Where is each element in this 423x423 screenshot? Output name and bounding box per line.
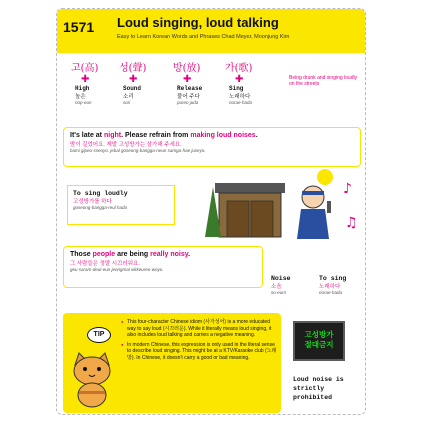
sentence-text: . [188, 251, 191, 258]
lesson-title: Loud singing, loud talking [117, 15, 279, 30]
example-sentence-1 [63, 127, 361, 167]
example-sentence-2 [63, 246, 263, 288]
singing-man-illustration [205, 167, 363, 247]
sentence-text: . Please refrain from [121, 132, 191, 139]
breakdown-romanization: nop-eun [75, 100, 92, 105]
sentence-highlight: people [92, 251, 116, 258]
sentence-text: Those [70, 251, 93, 258]
sign-line: 고성방가 [304, 330, 334, 339]
sentence-romanization: geu saram-deul-eun jeongmal sikkeureo-woyo. [70, 267, 164, 272]
sentence-text: . [255, 132, 258, 139]
tip-point: ● This four-character Chinese idiom (사자성어) is a more educated way to say loud (시끄러운). While it literally means loud singing, it also includes loud talking and carries a negative meaning. [121, 319, 277, 339]
sentence-romanization: bami gipeo-sseoyo. jebal goseong-bangga-neun samga-hae juseyo. [70, 148, 206, 153]
breakdown-item [225, 59, 279, 105]
down-arrow-icon: ✚ [81, 74, 90, 85]
sign-caption: Loud noise is strictly prohibited [293, 376, 344, 401]
lesson-number: 1571 [63, 19, 95, 35]
character-breakdown [71, 59, 291, 119]
breakdown-english: Sound [123, 85, 142, 92]
breakdown-english: Release [177, 85, 203, 92]
breakdown-item [71, 59, 125, 105]
man-body [297, 209, 329, 239]
man-head [302, 186, 324, 208]
breakdown-romanization: sori [123, 100, 131, 105]
sign-line: 절대금지 [304, 340, 334, 349]
music-note-icon: ♪ [343, 181, 352, 197]
breakdown-english: High [75, 85, 90, 92]
lesson-card [56, 8, 366, 415]
sentence-korean: 그 사람들은 정말 시끄러워요. [70, 261, 140, 267]
breakdown-hanja: 고(高) [71, 63, 99, 74]
sentence-highlight: really noisy [150, 251, 189, 258]
gate-door-right [251, 201, 273, 237]
header-banner [57, 9, 365, 53]
side-note: Being drunk and singing loudly on the streets [289, 75, 358, 87]
vocab-english: Noise [271, 275, 291, 282]
phrase-korean: 고성방가를 하다 [73, 199, 112, 205]
microphone-icon [327, 201, 331, 213]
tip-text [121, 319, 277, 364]
sentence-english [70, 251, 256, 258]
breakdown-korean: 소리 [123, 94, 134, 100]
lesson-subtitle: Easy to Learn Korean Words and Phrases Chad Meyer, Moonjung Kim [117, 34, 290, 40]
vocab-english: To sing [319, 275, 347, 282]
vocab-romanization: so-eum [271, 290, 287, 295]
music-note-icon: ♫ [345, 215, 358, 231]
down-arrow-icon: ✚ [235, 74, 244, 85]
breakdown-romanization: pureo juda [177, 100, 199, 105]
breakdown-hanja: 가(歌) [225, 63, 253, 74]
sentence-text: It's late at [70, 132, 104, 139]
breakdown-korean: 노래하다 [229, 94, 251, 100]
man-headband [302, 191, 324, 195]
gate-door-left [227, 201, 249, 237]
vocab-item [319, 275, 346, 295]
vocab-korean: 노래하다 [319, 284, 341, 290]
breakdown-romanization: norae-hada [229, 100, 253, 105]
cat-mascot-icon [69, 351, 115, 409]
breakdown-hanja: 방(放) [173, 63, 201, 74]
breakdown-korean: 풀어 주다 [177, 94, 200, 100]
vocab-item [271, 275, 291, 295]
breakdown-hanja: 성(聲) [119, 63, 147, 74]
tip-point: ● In modern Chinese, this expression is only used in the literal sense to describe loud singing. This might be at a KTV/Karaoke club (노래방). In Chinese, it doesn't carry a good or bad meaning. [121, 342, 277, 362]
sentence-korean: 밤이 깊었어요. 제발 고성방가는 삼가해 주세요. [70, 142, 182, 148]
sentence-highlight: night [103, 132, 122, 139]
breakdown-item [119, 59, 173, 105]
breakdown-korean: 높은 [75, 94, 86, 100]
breakdown-english: Sing [229, 85, 244, 92]
breakdown-item [173, 59, 227, 105]
prohibition-sign [293, 321, 345, 361]
sentence-text: are being [115, 251, 151, 258]
gate-roof [215, 183, 285, 193]
phrase-box [67, 185, 175, 225]
vocab-romanization: norae-hada [319, 290, 343, 295]
sentence-english [70, 132, 354, 139]
down-arrow-icon: ✚ [129, 74, 138, 85]
moon-icon [317, 169, 333, 185]
phrase-english: To sing loudly [73, 190, 128, 197]
tip-badge: TIP [87, 327, 111, 343]
sentence-highlight: making loud noises [190, 132, 256, 139]
down-arrow-icon: ✚ [183, 74, 192, 85]
phrase-romanization: goseong-bangga-reul hada [73, 205, 128, 210]
vocab-korean: 소음 [271, 284, 282, 290]
